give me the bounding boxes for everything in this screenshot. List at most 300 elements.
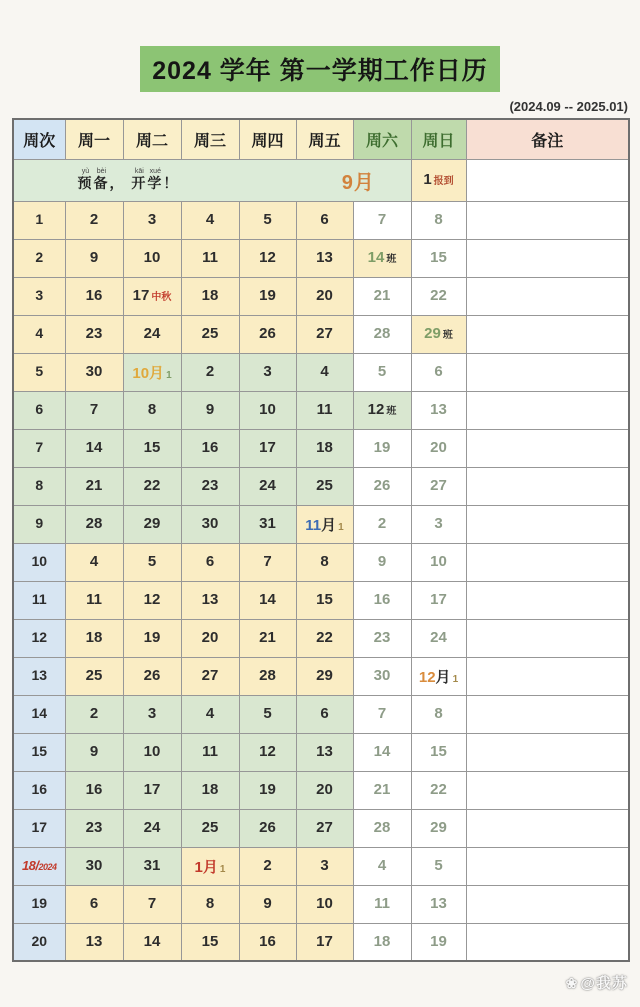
cell-text: 4 <box>320 363 329 380</box>
cell-text: 13 <box>316 743 333 760</box>
cell-text: 27 <box>201 667 219 684</box>
week-number-cell <box>13 429 65 467</box>
cell-text: 20 <box>316 781 333 798</box>
remark-cell <box>466 619 629 657</box>
cell-text: 2024 <box>38 862 57 872</box>
remark-cell <box>466 201 629 239</box>
cell-text: 16 <box>373 591 391 608</box>
day-cell <box>296 657 353 695</box>
day-cell <box>353 923 411 961</box>
cell-text: 25 <box>85 667 103 684</box>
cell-text: 14 <box>373 743 391 760</box>
week-number-cell <box>13 353 65 391</box>
cell-text: 9 <box>263 895 272 912</box>
remark-cell <box>466 657 629 695</box>
day-cell <box>239 429 296 467</box>
day-cell <box>123 239 181 277</box>
day-cell <box>296 923 353 961</box>
remark-cell <box>466 505 629 543</box>
cell-text: 8 <box>35 477 44 493</box>
day-cell <box>411 239 466 277</box>
day-cell <box>65 467 123 505</box>
day-cell <box>123 657 181 695</box>
day-cell <box>123 201 181 239</box>
cell-text: 28 <box>373 819 391 836</box>
cell-text: 9 <box>89 743 99 760</box>
day-cell <box>353 429 411 467</box>
day-cell <box>181 239 239 277</box>
day-cell <box>411 733 466 771</box>
cell-text: 2 <box>89 211 99 228</box>
week-number-cell <box>13 391 65 429</box>
day-cell <box>239 619 296 657</box>
day-cell <box>353 657 411 695</box>
day-cell <box>353 809 411 847</box>
day-cell <box>181 391 239 429</box>
day-cell <box>353 277 411 315</box>
cell-text: 13 <box>85 932 103 950</box>
day-cell <box>123 923 181 961</box>
cell-text: 16 <box>201 439 219 456</box>
cell-text: 18 <box>201 781 219 798</box>
day-cell <box>411 619 466 657</box>
day-cell <box>65 239 123 277</box>
week-row <box>13 239 629 277</box>
cell-text: 11 <box>374 895 390 912</box>
day-cell <box>65 201 123 239</box>
cell-text: 13 <box>31 667 48 683</box>
cell-text: 28 <box>259 667 276 684</box>
cell-text: 10 <box>316 895 333 912</box>
remark-cell <box>466 885 629 923</box>
cell-text: 4 <box>89 553 99 570</box>
day-cell <box>239 467 296 505</box>
day-cell <box>239 885 296 923</box>
cell-text: 2 <box>89 705 99 722</box>
day-cell <box>296 733 353 771</box>
day-cell <box>296 277 353 315</box>
cell-text: 1 <box>35 211 44 227</box>
cell-text: 12 <box>259 743 276 760</box>
day-cell <box>123 315 181 353</box>
day-cell <box>411 391 466 429</box>
cell-text: 31 <box>259 515 276 532</box>
day-cell <box>411 581 466 619</box>
cell-text: 11 <box>202 249 218 266</box>
day-cell <box>181 543 239 581</box>
day-cell <box>239 733 296 771</box>
cell-text: 22 <box>430 781 447 798</box>
cell-text: 2 <box>35 249 44 265</box>
cell-text: 17 <box>259 439 276 456</box>
cell-text: 2 <box>205 363 215 380</box>
day-cell <box>411 695 466 733</box>
cell-text: 19 <box>373 439 391 456</box>
cell-text: 5 <box>35 363 44 379</box>
day-cell <box>123 543 181 581</box>
cell-text: 25 <box>201 325 219 342</box>
remark-cell <box>466 315 629 353</box>
calendar-page <box>0 46 640 992</box>
cell-text: 25 <box>201 819 219 836</box>
cell-text: 30 <box>85 363 103 380</box>
cell-text: 18 <box>85 629 103 646</box>
day-cell <box>65 847 123 885</box>
cell-text: 23 <box>85 819 103 836</box>
cell-text: 10 <box>143 743 161 760</box>
week-number-cell <box>13 733 65 771</box>
day-cell <box>181 695 239 733</box>
day-cell <box>123 771 181 809</box>
cell-text: 3 <box>147 705 157 722</box>
day-cell <box>123 391 181 429</box>
cell-text: 3 <box>263 363 272 380</box>
day-cell <box>239 201 296 239</box>
cell-text: 17 <box>31 819 48 835</box>
cell-text: 5 <box>263 211 272 228</box>
week-number-cell <box>13 505 65 543</box>
cell-text: 1 <box>219 863 226 875</box>
week-row <box>13 695 629 733</box>
day-cell <box>181 923 239 961</box>
day-cell <box>296 505 353 543</box>
cell-text: 29 <box>316 667 333 684</box>
cell-text: 8 <box>147 401 157 418</box>
cell-text: 班 <box>386 254 397 265</box>
remark-cell <box>466 353 629 391</box>
cell-text: 4 <box>377 857 387 874</box>
cell-text: 14 <box>143 932 161 950</box>
day-cell <box>65 581 123 619</box>
cell-text: 17 <box>430 591 447 608</box>
day-cell <box>353 315 411 353</box>
week-number-cell <box>13 657 65 695</box>
cell-text: 11 <box>202 743 218 760</box>
week-number-cell <box>13 923 65 961</box>
cell-text: 12 <box>143 591 161 608</box>
cell-text: 31 <box>143 857 161 874</box>
day-cell <box>353 847 411 885</box>
cell-text: 29 <box>430 819 447 836</box>
banner-sunday-cell <box>411 159 466 201</box>
remark-cell <box>466 391 629 429</box>
cell-text: 4 <box>35 325 44 341</box>
day-cell <box>353 771 411 809</box>
cell-text: 28 <box>373 325 391 342</box>
header-row <box>13 119 629 159</box>
col-header-sunday: 周日 <box>411 119 466 159</box>
day-cell <box>65 391 123 429</box>
cell-text: 18 <box>316 439 333 456</box>
day-cell <box>65 923 123 961</box>
day-cell <box>123 581 181 619</box>
cell-text: 21 <box>85 477 103 494</box>
day-cell <box>181 277 239 315</box>
cell-text: 9 <box>377 553 387 570</box>
day-cell <box>353 619 411 657</box>
cell-text: 29 <box>143 515 161 532</box>
day-cell <box>65 771 123 809</box>
cell-text: 9 <box>35 515 44 531</box>
cell-text: 6 <box>35 401 44 417</box>
cell-text: 8 <box>205 895 215 912</box>
cell-text: 20 <box>430 439 447 456</box>
cell-text: 22 <box>430 287 447 304</box>
day-cell <box>239 239 296 277</box>
day-cell <box>296 201 353 239</box>
cell-text: 4 <box>205 211 215 228</box>
day-cell <box>411 885 466 923</box>
remark-cell <box>466 467 629 505</box>
cell-text: 11 <box>316 401 333 418</box>
day-cell <box>296 543 353 581</box>
day-cell <box>181 353 239 391</box>
flower-logo-icon: ❀ <box>565 975 579 991</box>
day-cell <box>181 847 239 885</box>
cell-text: 7 <box>377 705 387 722</box>
cell-text: 10 <box>430 553 447 570</box>
day-cell <box>296 695 353 733</box>
week-row <box>13 543 629 581</box>
cell-text: 3 <box>147 211 157 228</box>
cell-text: 8 <box>434 211 443 228</box>
cell-text: 20 <box>316 287 333 304</box>
day-cell <box>239 771 296 809</box>
day-cell <box>411 315 466 353</box>
col-header-wednesday: 周三 <box>181 119 239 159</box>
day-cell <box>353 581 411 619</box>
cell-text: 16 <box>85 287 103 304</box>
week-row <box>13 353 629 391</box>
banner-inner <box>14 166 411 195</box>
col-header-week-no: 周次 <box>13 119 65 159</box>
day-cell <box>123 695 181 733</box>
day-cell <box>353 353 411 391</box>
cell-text: 10 <box>259 401 276 418</box>
day-cell <box>411 505 466 543</box>
cell-text: 19 <box>259 287 276 304</box>
cell-text: 16 <box>85 781 103 798</box>
day-cell <box>239 695 296 733</box>
remark-cell <box>466 581 629 619</box>
day-cell <box>353 239 411 277</box>
week-row <box>13 201 629 239</box>
cell-text: 30 <box>201 515 219 532</box>
col-header-friday: 周五 <box>296 119 353 159</box>
watermark <box>566 972 628 993</box>
cell-text: 7 <box>89 401 99 418</box>
day-cell <box>123 809 181 847</box>
day-cell <box>65 505 123 543</box>
day-cell <box>123 847 181 885</box>
cell-text: 26 <box>143 667 161 684</box>
cell-text: 17 <box>143 781 161 798</box>
week-row <box>13 467 629 505</box>
day-cell <box>181 429 239 467</box>
cell-text: 8 <box>434 705 443 722</box>
day-cell <box>239 847 296 885</box>
remark-cell <box>466 429 629 467</box>
week-row <box>13 771 629 809</box>
calendar-table <box>12 118 630 962</box>
day-cell <box>65 733 123 771</box>
day-cell <box>65 429 123 467</box>
day-cell <box>353 733 411 771</box>
cell-text: 12 <box>418 668 436 686</box>
cell-text: 19 <box>259 781 276 798</box>
day-cell <box>296 239 353 277</box>
day-cell <box>239 277 296 315</box>
week-row <box>13 429 629 467</box>
cell-text: 27 <box>316 819 333 836</box>
cell-text: 13 <box>316 249 333 266</box>
day-cell <box>181 733 239 771</box>
cell-text: 7 <box>263 553 272 570</box>
cell-text: 9 <box>205 401 215 418</box>
day-cell <box>123 885 181 923</box>
week-row <box>13 581 629 619</box>
cell-text: 30 <box>85 857 103 874</box>
day-cell <box>353 467 411 505</box>
cell-text: 7 <box>147 895 157 912</box>
cell-text: 1月 <box>194 858 218 876</box>
cell-text: 3 <box>35 287 44 303</box>
cell-text: 22 <box>316 629 333 646</box>
cell-text: 13 <box>201 591 219 608</box>
day-cell <box>123 353 181 391</box>
day-cell <box>181 505 239 543</box>
day-cell <box>65 277 123 315</box>
day-cell <box>181 201 239 239</box>
week-number-cell <box>13 847 65 885</box>
day-cell <box>296 885 353 923</box>
remark-cell <box>466 923 629 961</box>
cell-text: 26 <box>373 477 391 494</box>
cell-text: 15 <box>201 932 219 950</box>
day-cell <box>296 771 353 809</box>
remark-cell <box>466 277 629 315</box>
cell-text: 27 <box>316 325 333 342</box>
cell-text: 月 <box>435 668 451 686</box>
week-number-cell <box>13 809 65 847</box>
cell-text: 4 <box>205 705 215 722</box>
cell-text: 10 <box>31 553 48 569</box>
remark-cell <box>466 239 629 277</box>
day-cell <box>411 353 466 391</box>
day-cell <box>411 657 466 695</box>
week-row <box>13 733 629 771</box>
cell-text: 16 <box>31 781 48 797</box>
remark-cell <box>466 695 629 733</box>
cell-text: 24 <box>143 325 161 342</box>
day-cell <box>239 657 296 695</box>
day-cell <box>296 581 353 619</box>
col-header-remarks: 备注 <box>466 119 629 159</box>
cell-text: 5 <box>147 553 157 570</box>
cell-text: 3 <box>320 857 329 874</box>
cell-text: 6 <box>434 363 443 380</box>
day-cell <box>411 923 466 961</box>
cell-text: 2 <box>377 515 387 532</box>
cell-text: 14 <box>259 591 276 608</box>
cell-text: 13 <box>430 895 447 912</box>
day-cell <box>353 505 411 543</box>
day-cell <box>411 847 466 885</box>
day-cell <box>411 277 466 315</box>
cell-text: 16 <box>259 932 276 950</box>
week-row <box>13 809 629 847</box>
day-cell <box>353 201 411 239</box>
week-number-cell <box>13 467 65 505</box>
cell-text: 19 <box>31 895 48 911</box>
cell-text: 26 <box>259 819 276 836</box>
week-number-cell <box>13 771 65 809</box>
cell-text: 15 <box>143 439 161 456</box>
day-cell <box>411 543 466 581</box>
day-cell <box>181 657 239 695</box>
day-cell <box>123 277 181 315</box>
cell-text: 报到 <box>433 176 454 187</box>
day-cell <box>353 695 411 733</box>
day-cell <box>181 885 239 923</box>
day-cell <box>123 429 181 467</box>
cell-text: 21 <box>259 629 276 646</box>
day-cell <box>123 619 181 657</box>
cell-text: 21 <box>373 781 391 798</box>
week-number-cell <box>13 581 65 619</box>
title-wrap <box>12 46 628 92</box>
cell-text: 29 <box>424 325 441 342</box>
cell-text: 28 <box>85 515 103 532</box>
day-cell <box>353 391 411 429</box>
day-cell <box>296 467 353 505</box>
cell-text: 11 <box>305 516 322 534</box>
banner-greeting-text: 预yù备bèi， 开kāi学xué！ <box>77 167 180 191</box>
day-cell <box>296 429 353 467</box>
cell-text: 12 <box>31 629 48 645</box>
day-cell <box>411 771 466 809</box>
remark-cell <box>466 159 629 201</box>
september-banner-cell <box>13 159 411 201</box>
day-cell <box>239 809 296 847</box>
remark-cell <box>466 771 629 809</box>
cell-text: 12 <box>367 401 385 418</box>
day-cell <box>181 619 239 657</box>
cell-text: 26 <box>259 325 276 342</box>
cell-text: 15 <box>31 743 48 759</box>
week-row <box>13 505 629 543</box>
cell-text: 1 <box>338 521 344 533</box>
cell-text: 5 <box>434 857 443 874</box>
col-header-thursday: 周四 <box>239 119 296 159</box>
cell-text: 中秋 <box>151 292 172 303</box>
day-cell <box>411 201 466 239</box>
cell-text: 19 <box>143 629 161 646</box>
cell-text: 10月 <box>132 364 165 382</box>
cell-text: 1 <box>423 171 432 188</box>
page-title: 2024 学年 第一学期工作日历 <box>140 46 500 92</box>
day-cell <box>239 923 296 961</box>
day-cell <box>296 353 353 391</box>
cell-text: 24 <box>259 477 276 494</box>
week-number-cell <box>13 201 65 239</box>
cell-text: 10 <box>143 249 161 266</box>
day-cell <box>181 809 239 847</box>
day-cell <box>123 733 181 771</box>
remark-cell <box>466 847 629 885</box>
cell-text: 20 <box>31 932 48 949</box>
cell-text: 班 <box>442 330 453 341</box>
